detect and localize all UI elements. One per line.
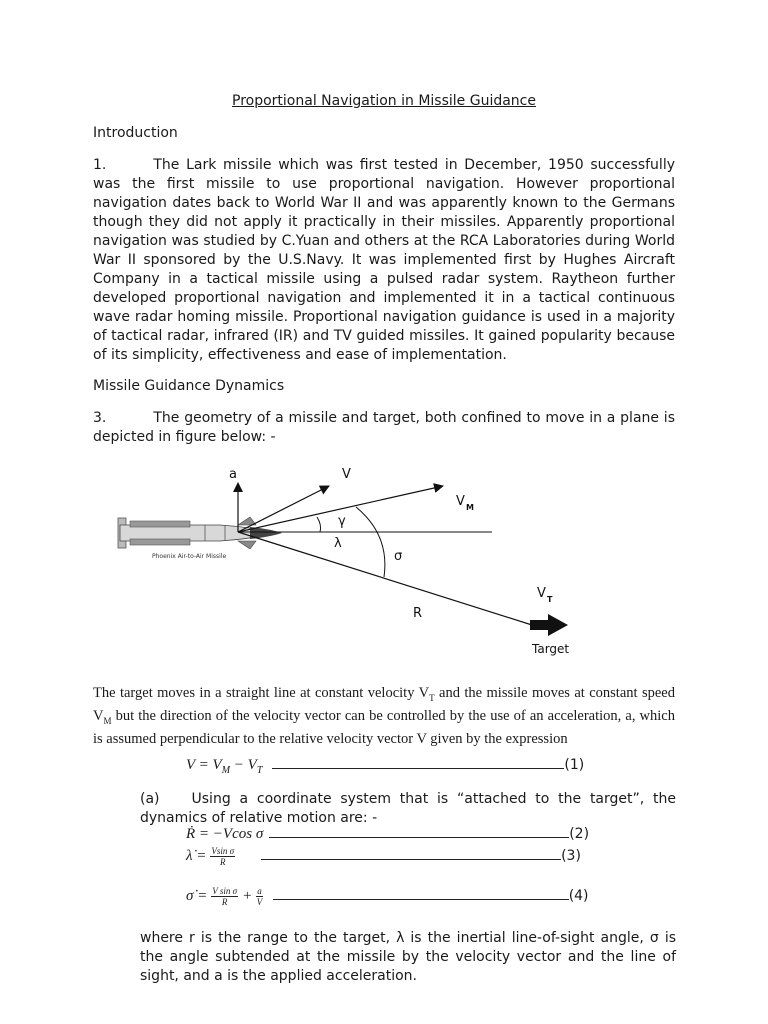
paragraph-1 bbox=[93, 156, 675, 365]
fraction: $\frac{\text{Vsin σ}}{R}$ bbox=[211, 846, 235, 867]
label-v: V bbox=[342, 467, 351, 482]
paragraph-where: where r is the range to the target, λ is the inertial line-of-sight angle, σ is the angle subtended at the missile by the velocity vector and the line of sight, and a is the applied acceleration. bbox=[140, 930, 676, 984]
section-heading-dynamics: Missile Guidance Dynamics bbox=[93, 378, 285, 394]
paragraph-4: The target moves in a straight line at constant velocity $V_T$ and the missile moves at constant speed $V_M$ but the direction of the velocity vector can be controlled by the use of an acceleration, a, which is assumed perpendicular to the relative velocity vector V given by the expression bbox=[93, 685, 675, 747]
fraction: $\frac{\text{V sin σ}}{R}$ bbox=[212, 886, 238, 907]
equation-number: (1) bbox=[564, 757, 585, 773]
label-r: R bbox=[413, 606, 423, 621]
equation-4: σ̇ = $\frac{\text{V sin σ}}{R}$ + $\frac{a}{V}$ (4) bbox=[186, 886, 589, 907]
fraction: $\frac{a}{V}$ bbox=[256, 886, 263, 907]
equation-number: (3) bbox=[561, 848, 581, 865]
page-title: Proportional Navigation in Missile Guidance bbox=[232, 93, 536, 109]
label-vm-sub: M bbox=[466, 503, 474, 512]
paragraph-text: The geometry of a missile and target, both confined to move in a plane is depicted in figure below: - bbox=[93, 410, 675, 445]
label-a: a bbox=[229, 467, 237, 482]
geometry-figure bbox=[100, 455, 590, 665]
relative-velocity-vector bbox=[238, 486, 329, 532]
target-arrow-icon bbox=[530, 614, 568, 636]
label-vt: V bbox=[537, 586, 546, 601]
label-target: Target bbox=[532, 642, 570, 656]
label-vm: V bbox=[456, 494, 465, 509]
gamma-arc bbox=[317, 517, 321, 532]
label-vt-sub: T bbox=[547, 595, 553, 604]
paragraph-number: 1. bbox=[93, 157, 107, 173]
equation-number: (2) bbox=[569, 826, 590, 842]
paragraph-a: (a) Using a coordinate system that is “attached to the target”, the dynamics of relative motion are: - bbox=[140, 791, 676, 826]
sigma-arc bbox=[356, 507, 385, 577]
equation-2: Ṙ = −Vcos σ (2) bbox=[186, 826, 590, 842]
paragraph-number: 3. bbox=[93, 410, 107, 426]
equation-1: $V = V_M - V_T$ (1) bbox=[186, 757, 585, 777]
label-gamma: γ bbox=[338, 514, 346, 529]
equation-number: (4) bbox=[568, 888, 589, 905]
paragraph-text: The Lark missile which was first tested in December, 1950 successfully was the first missile to use proportional navigation. However proportional navigation dates back to World War II and was apparently known to the Germans though they did not apply it practically in their missiles. Apparently proportional navigation was studied by C.Yuan and others at the RCA Laboratories during World War II sponsored by the U.S.Navy. It was implemented first by Hughes Aircraft Company in a tactical missile using a pulsed radar system. Raytheon further developed proportional navigation and implemented it in a tactical continuous wave radar homing missile. Proportional navigation guidance is used in a majority of tactical radar, infrared (IR) and TV guided missiles. It gained popularity because of its simplicity, effectiveness and ease of implementation. bbox=[93, 157, 675, 363]
equation-3: λ̇ = $\frac{\text{Vsin σ}}{R}$ (3) bbox=[186, 846, 581, 867]
line-of-sight bbox=[238, 532, 532, 625]
label-lambda: λ bbox=[334, 536, 342, 551]
label-sigma: σ bbox=[394, 549, 403, 564]
missile-caption: Phoenix Air-to-Air Missile bbox=[152, 553, 227, 560]
paragraph-3 bbox=[93, 409, 675, 447]
section-heading-introduction: Introduction bbox=[93, 125, 178, 141]
